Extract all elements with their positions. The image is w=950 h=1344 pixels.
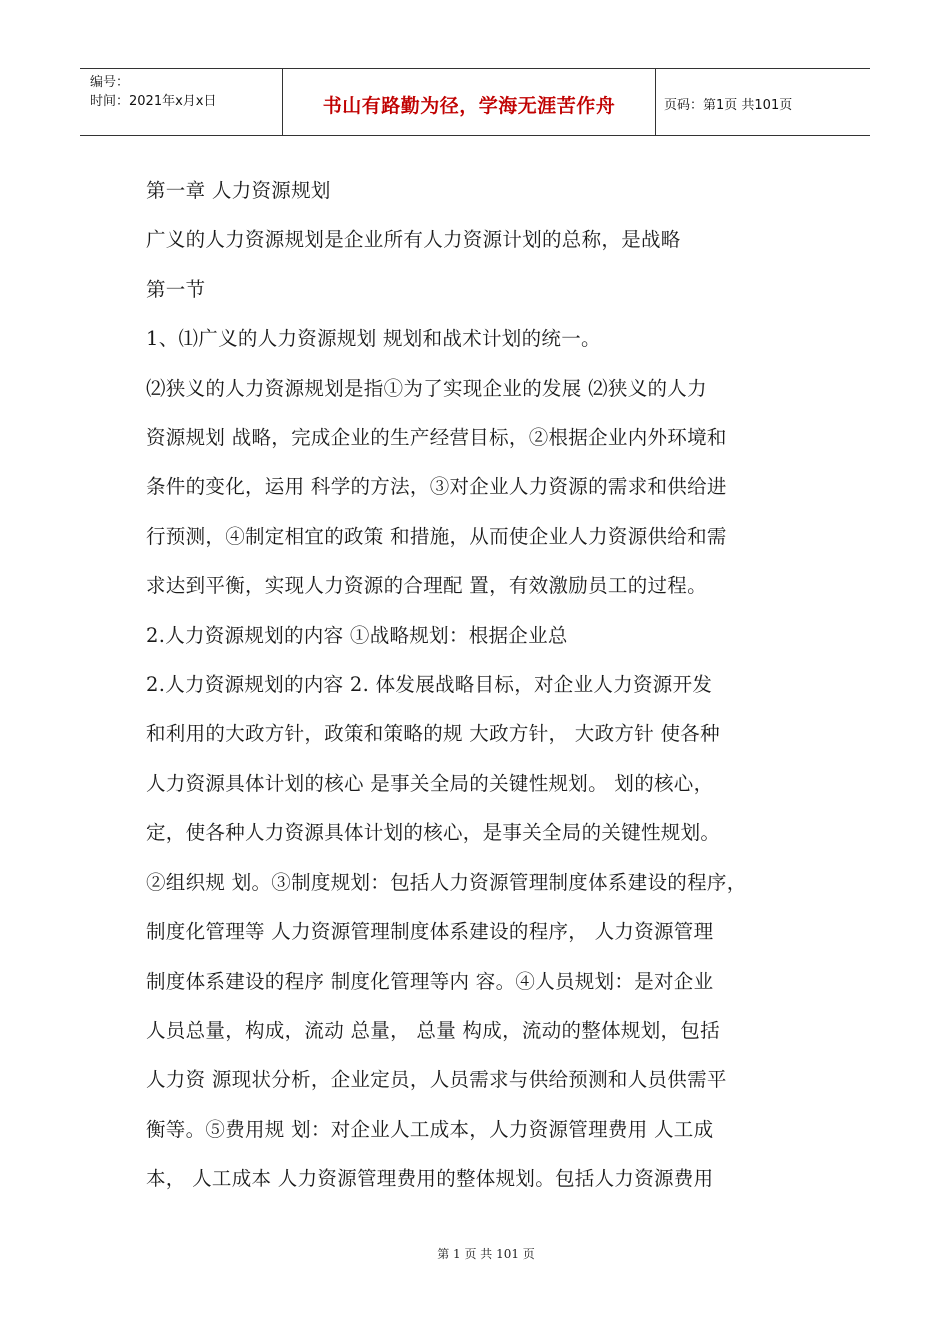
body-line: 制度体系建设的程序 制度化管理等内 容。④人员规划：是对企业 — [146, 969, 714, 993]
body-line: 资源规划 战略，完成企业的生产经营目标，②根据企业内外环境和 — [146, 426, 727, 450]
body-line: 制度化管理等 人力资源管理制度体系建设的程序， 人力资源管理 — [146, 920, 714, 944]
body-line: 2.人力资源规划的内容 ①战略规划：根据企业总 — [146, 623, 568, 647]
body-line: 广义的人力资源规划是企业所有人力资源计划的总称，是战略 — [146, 228, 681, 252]
body-line: ②组织规 划。③制度规划：包括人力资源管理制度体系建设的程序， — [146, 870, 747, 894]
chapter-title: 第一章 人力资源规划 — [146, 179, 331, 202]
body-line: 和利用的大政方针，政策和策略的规 大政方针， 大政方针 使各种 — [146, 722, 720, 746]
body-line: 本， 人工成本 人力资源管理费用的整体规划。包括人力资源费用 — [146, 1167, 714, 1191]
header-page-info: 页码：第1页 共101页 — [664, 97, 793, 113]
body-line: 人力资源具体计划的核心 是事关全局的关键性规划。 划的核心， — [146, 771, 714, 795]
body-line: 定，使各种人力资源具体计划的核心，是事关全局的关键性规划。 — [146, 821, 721, 845]
page-footer: 第 1 页 共 101 页 — [437, 1247, 535, 1261]
body-line: ⑵狭义的人力资源规划是指①为了实现企业的发展 ⑵狭义的人力 — [146, 376, 707, 400]
body-line: 人员总量，构成，流动 总量， 总量 构成，流动的整体规划，包括 — [146, 1018, 720, 1042]
body-line: 求达到平衡，实现人力资源的合理配 置，有效激励员工的过程。 — [146, 574, 707, 598]
document-number-label: 编号： — [90, 75, 130, 90]
body-line: 行预测，④制定相宜的政策 和措施，从而使企业人力资源供给和需 — [146, 524, 727, 548]
document-body — [146, 166, 826, 1204]
body-line: 1、⑴广义的人力资源规划 规划和战术计划的统一。 — [146, 327, 601, 351]
header-meta-cell — [80, 69, 283, 135]
document-date-label: 时间：2021年x月x日 — [90, 94, 217, 109]
header-page-cell — [656, 69, 870, 135]
document-header — [80, 68, 870, 136]
body-line: 2.人力资源规划的内容 2. 体发展战略目标，对企业人力资源开发 — [146, 673, 713, 697]
section-title: 第一节 — [146, 277, 206, 301]
body-line: 衡等。⑤费用规 划：对企业人工成本，人力资源管理费用 人工成 — [146, 1117, 714, 1141]
body-line: 条件的变化，运用 科学的方法，③对企业人力资源的需求和供给进 — [146, 475, 727, 499]
header-motto: 书山有路勤为径，学海无涯苦作舟 — [322, 94, 616, 117]
header-motto-cell — [283, 69, 656, 135]
body-line: 人力资 源现状分析，企业定员，人员需求与供给预测和人员供需平 — [146, 1068, 727, 1092]
